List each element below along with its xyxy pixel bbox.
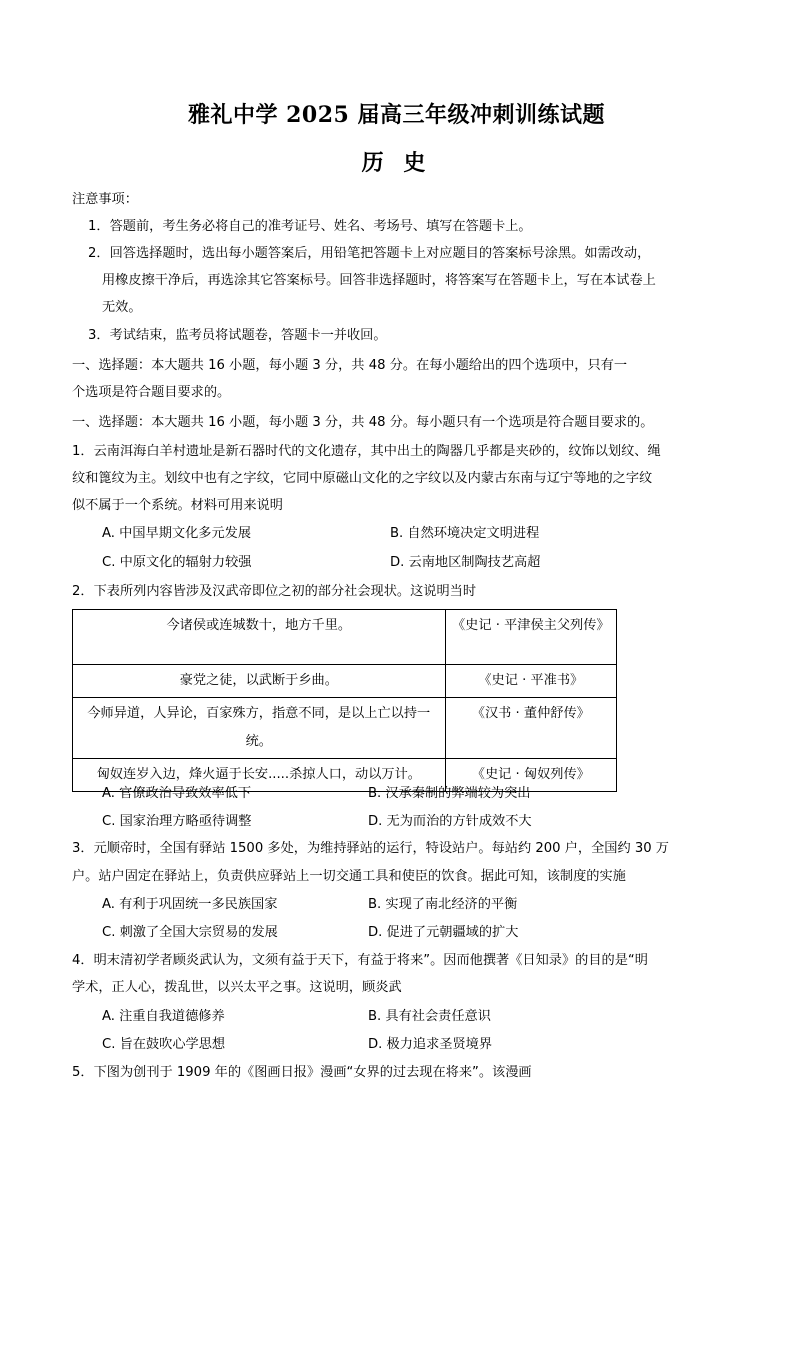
table-cell-source: 《史记 · 匈奴列传》 xyxy=(445,759,616,792)
q3-option-c: C. 刺激了全国大宗贸易的发展 xyxy=(102,925,278,940)
table-row xyxy=(73,665,617,698)
q4-option-a: A. 注重自我道德修养 xyxy=(102,1009,225,1024)
q4-line-1: 4．明末清初学者顾炎武认为，文须有益于天下，有益于将来”。因而他撰著《日知录》的目的是“明 xyxy=(72,953,648,968)
q3-line-2: 户。站户固定在驿站上，负责供应驿站上一切交通工具和使臣的饮食。据此可知，该制度的实施 xyxy=(72,869,626,884)
q1-option-d: D. 云南地区制陶技艺高超 xyxy=(390,555,541,570)
q1-line-2: 纹和篦纹为主。划纹中也有之字纹，它同中原磁山文化的之字纹以及内蒙古东南与辽宁等地的之字纹 xyxy=(72,471,653,486)
table-row xyxy=(73,698,617,759)
q4-option-c: C. 旨在鼓吹心学思想 xyxy=(102,1037,226,1052)
q4-option-d: D. 极力追求圣贤境界 xyxy=(368,1037,493,1052)
notice-item-2-cont: 用橡皮擦干净后，再选涂其它答案标号。回答非选择题时，将答案写在答题卡上，写在本试卷上 xyxy=(102,273,656,288)
q1-option-a: A. 中国早期文化多元发展 xyxy=(102,526,252,541)
table-cell-source: 《史记 · 平津侯主父列传》 xyxy=(445,610,616,665)
exam-title: 雅礼中学 2025 届高三年级冲刺训练试题 xyxy=(187,102,606,128)
q3-line-1: 3．元顺帝时，全国有驿站 1500 多处，为维持驿站的运行，特设站户。每站约 200 户，全国约 30 万 xyxy=(72,841,669,856)
table-cell-text: 匈奴连岁入边，烽火逼于长安.....杀掠人口，动以万计。 xyxy=(73,759,446,792)
section-intro-b: 一、选择题：本大题共 16 小题，每小题 3 分，共 48 分。每小题只有一个选项是符合题目要求的。 xyxy=(72,415,654,430)
notice-heading: 注意事项： xyxy=(72,192,138,207)
q2-option-b: B. 汉承秦制的弊端较为突出 xyxy=(368,786,531,801)
q2-option-c: C. 国家治理方略亟待调整 xyxy=(102,814,252,829)
section-intro-a-cont: 个选项是符合题目要求的。 xyxy=(72,385,231,400)
q4-line-2: 学术，正人心，拨乱世，以兴太平之事。这说明，顾炎武 xyxy=(72,980,402,995)
q2-option-d: D. 无为而治的方针成效不大 xyxy=(368,814,532,829)
table-cell-source: 《史记 · 平准书》 xyxy=(445,665,616,698)
table-cell-text: 今诸侯或连城数十，地方千里。 xyxy=(73,610,446,665)
table-cell-text: 今师异道，人异论，百家殊方，指意不同，是以上亡以持一统。 xyxy=(73,698,446,759)
q1-line-1: 1．云南洱海白羊村遗址是新石器时代的文化遗存，其中出土的陶器几乎都是夹砂的，纹饰以划纹、绳 xyxy=(72,444,661,459)
q1-line-3: 似不属于一个系统。材料可用来说明 xyxy=(72,498,283,513)
table-cell-text: 豪党之徒，以武断于乡曲。 xyxy=(73,665,446,698)
q4-option-b: B. 具有社会责任意识 xyxy=(368,1009,491,1024)
q3-option-a: A. 有利于巩固统一多民族国家 xyxy=(102,897,278,912)
notice-item-1: 1．答题前，考生务必将自己的准考证号、姓名、考场号、填写在答题卡上。 xyxy=(88,219,532,234)
q1-option-c: C. 中原文化的辐射力较强 xyxy=(102,555,252,570)
q3-option-d: D. 促进了元朝疆域的扩大 xyxy=(368,925,519,940)
q2-stem: 2．下表所列内容皆涉及汉武帝即位之初的部分社会现状。这说明当时 xyxy=(72,584,477,599)
q2-option-a: A. 官僚政治导致效率低下 xyxy=(102,786,252,801)
q1-option-b: B. 自然环境决定文明进程 xyxy=(390,526,540,541)
section-intro-a: 一、选择题：本大题共 16 小题，每小题 3 分，共 48 分。在每小题给出的四个选项中，只有一 xyxy=(72,358,628,373)
q5-stem: 5．下图为创刊于 1909 年的《图画日报》漫画“女界的过去现在将来”。该漫画 xyxy=(72,1065,532,1080)
table-cell-source: 《汉书 · 董仲舒传》 xyxy=(445,698,616,759)
notice-item-2: 2．回答选择题时，选出每小题答案后，用铅笔把答题卡上对应题目的答案标号涂黑。如需改动， xyxy=(88,246,651,261)
table-row xyxy=(73,610,617,665)
notice-item-2-cont2: 无效。 xyxy=(102,300,142,315)
q2-source-table xyxy=(72,609,617,792)
notice-item-3: 3．考试结束，监考员将试题卷，答题卡一并收回。 xyxy=(88,328,387,343)
subject-title: 历 史 xyxy=(361,150,432,176)
q3-option-b: B. 实现了南北经济的平衡 xyxy=(368,897,518,912)
